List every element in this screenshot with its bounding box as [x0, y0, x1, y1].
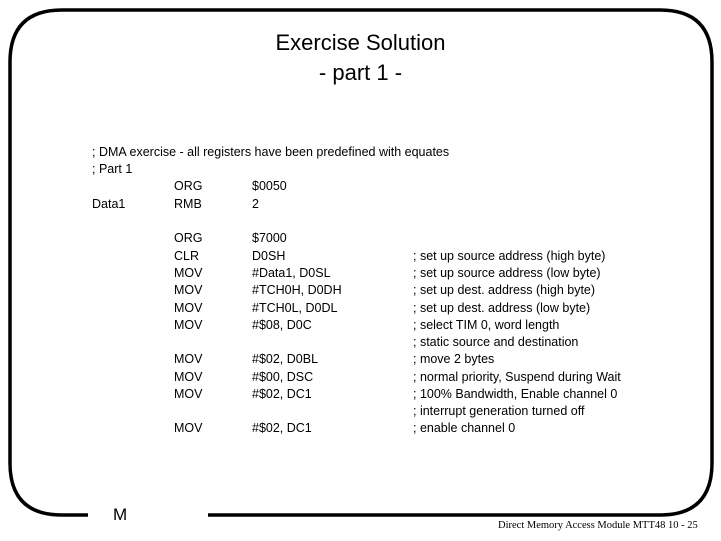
- code-opcode: ORG: [174, 231, 203, 245]
- code-opcode: MOV: [174, 387, 203, 401]
- code-comment: ; 100% Bandwidth, Enable channel 0: [413, 387, 618, 401]
- code-operand: D0SH: [252, 249, 286, 263]
- logo: M: [113, 505, 128, 524]
- code-comment: ; set up dest. address (low byte): [413, 301, 591, 315]
- code-opcode: MOV: [174, 370, 203, 384]
- code-operand: #Data1, D0SL: [252, 266, 331, 280]
- code-comment: ; Part 1: [92, 162, 133, 176]
- code-comment: ; set up source address (low byte): [413, 266, 601, 280]
- code-label: Data1: [92, 197, 126, 211]
- code-operand: $0050: [252, 179, 287, 193]
- code-comment: ; enable channel 0: [413, 421, 516, 435]
- slide-subtitle: - part 1 -: [318, 60, 403, 85]
- code-operand: #TCH0L, D0DL: [252, 301, 338, 315]
- code-opcode: MOV: [174, 318, 203, 332]
- slide-title: Exercise Solution: [275, 30, 446, 55]
- code-opcode: MOV: [174, 283, 203, 297]
- code-comment: ; normal priority, Suspend during Wait: [413, 370, 621, 384]
- code-comment: ; set up source address (high byte): [413, 249, 606, 263]
- code-opcode: MOV: [174, 266, 203, 280]
- code-comment: ; move 2 bytes: [413, 352, 495, 366]
- code-operand: #$08, D0C: [252, 318, 312, 332]
- code-opcode: MOV: [174, 301, 203, 315]
- code-operand: #TCH0H, D0DH: [252, 283, 342, 297]
- code-opcode: MOV: [174, 421, 203, 435]
- code-operand: #$02, DC1: [252, 421, 312, 435]
- code-operand: #$00, DSC: [252, 370, 314, 384]
- footer-text: Direct Memory Access Module MTT48 10 - 25: [498, 520, 698, 531]
- code-comment: ; interrupt generation turned off: [413, 404, 585, 418]
- code-comment: ; DMA exercise - all registers have been predefined with equates: [92, 145, 450, 159]
- code-opcode: CLR: [174, 249, 200, 263]
- code-opcode: MOV: [174, 352, 203, 366]
- code-comment: ; set up dest. address (high byte): [413, 283, 596, 297]
- code-comment: ; static source and destination: [413, 335, 579, 349]
- code-operand: $7000: [252, 231, 287, 245]
- code-operand: #$02, DC1: [252, 387, 312, 401]
- code-opcode: RMB: [174, 197, 202, 211]
- code-opcode: ORG: [174, 179, 203, 193]
- code-operand: 2: [252, 197, 259, 211]
- code-comment: ; select TIM 0, word length: [413, 318, 560, 332]
- code-operand: #$02, D0BL: [252, 352, 319, 366]
